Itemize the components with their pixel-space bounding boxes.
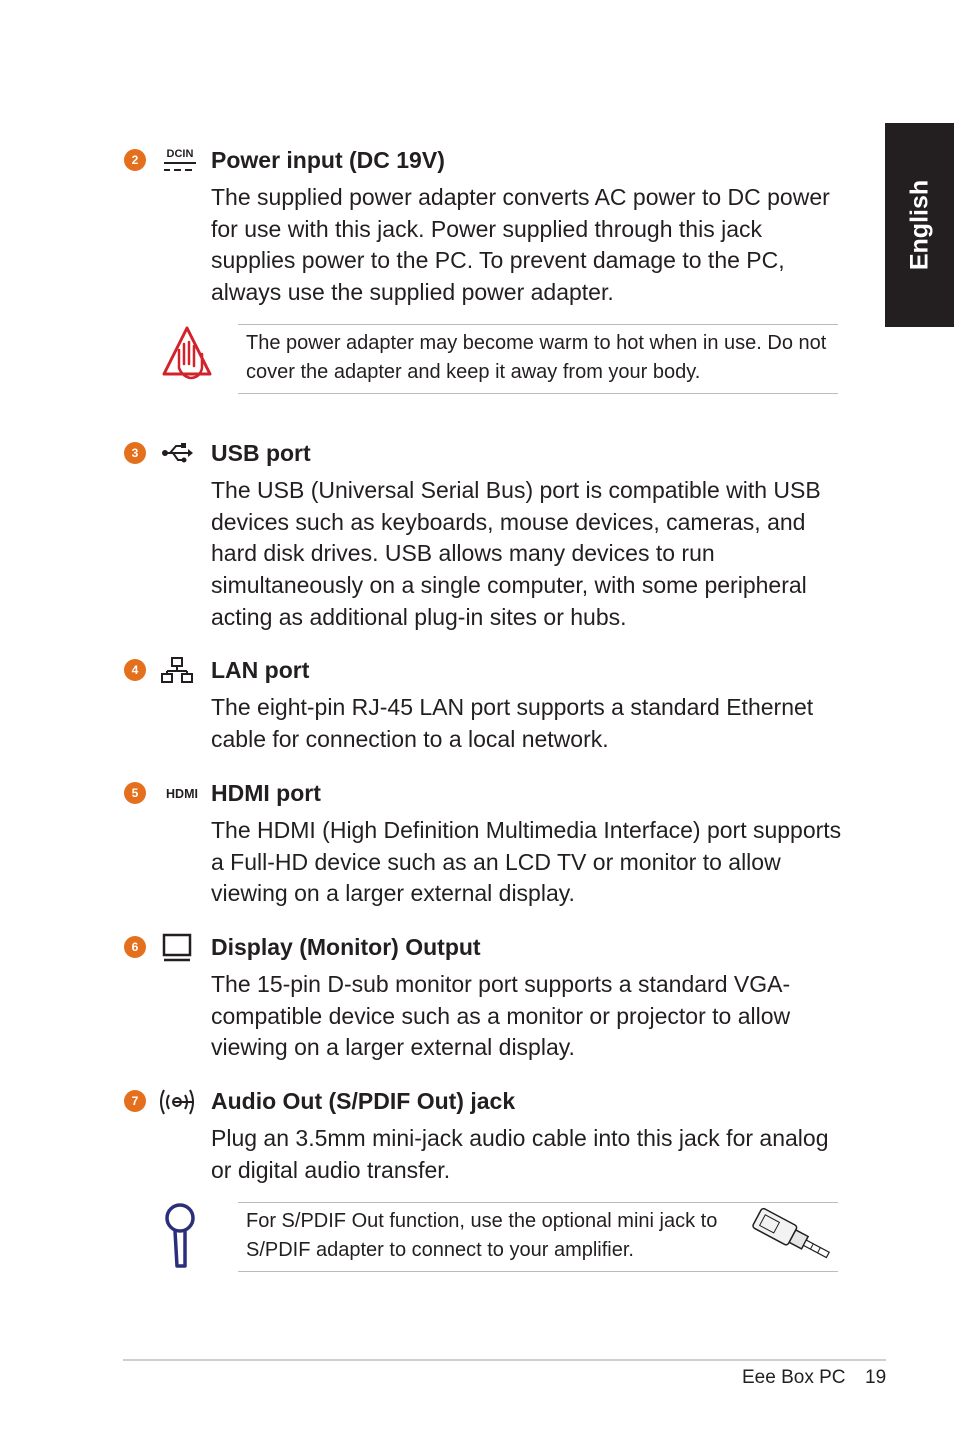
spdif-adapter-image: [744, 1205, 840, 1267]
tip-note-text: For S/PDIF Out function, use the optional mini jack to S/PDIF adapter to connect to your amplifier.: [246, 1210, 718, 1261]
section-number: 2: [124, 149, 146, 171]
page-number: 19: [865, 1367, 887, 1388]
lan-icon: [160, 656, 194, 684]
section-body: The HDMI (High Definition Multimedia Interface) port supports a Full-HD device such as an LCD TV or monitor to allow viewing on a larger external display.: [211, 817, 842, 907]
section-title: Power input (DC 19V): [211, 147, 445, 173]
magnifier-icon: [163, 1200, 199, 1270]
section-body: The supplied power adapter converts AC power to DC power for use with this jack. Power supplied through this jack supplies power to the PC. To prevent damage to the PC, always use the supplied power adapter.: [211, 184, 830, 306]
audio-out-icon: [160, 1087, 194, 1117]
section-title: LAN port: [211, 657, 310, 683]
section-number: 6: [124, 936, 146, 958]
language-tab: [885, 123, 954, 327]
section-number: 3: [124, 442, 146, 464]
footer-product-name: Eee Box PC: [742, 1367, 846, 1388]
section-title: Audio Out (S/PDIF Out) jack: [211, 1088, 516, 1114]
section-title: Display (Monitor) Output: [211, 934, 481, 960]
section-title: USB port: [211, 440, 311, 466]
section-number: 5: [124, 782, 146, 804]
usb-icon: [160, 440, 194, 466]
section-body: The USB (Universal Serial Bus) port is compatible with USB devices such as keyboards, mouse devices, cameras, and hard disk drives. USB allows many devices to run simultaneously on a single computer, with some peripheral acting as additional plug-in sites or hubs.: [211, 477, 821, 630]
section-number: 7: [124, 1090, 146, 1112]
hdmi-icon: [160, 783, 204, 805]
warning-hand-icon: [160, 324, 214, 384]
section-body: The 15-pin D-sub monitor port supports a standard VGA-compatible device such as a monitor or projector to allow viewing on a larger external display.: [211, 971, 791, 1061]
warning-note-text: The power adapter may become warm to hot when in use. Do not cover the adapter and keep it away from your body.: [246, 332, 827, 383]
section-body: Plug an 3.5mm mini-jack audio cable into this jack for analog or digital audio transfer.: [211, 1125, 829, 1183]
footer-divider: [123, 1359, 886, 1361]
svg-text:HDMI: HDMI: [166, 787, 198, 801]
section-title: HDMI port: [211, 780, 321, 806]
monitor-icon: [160, 932, 194, 964]
svg-text:DCIN: DCIN: [166, 148, 194, 160]
dc-in-icon: [160, 146, 200, 174]
section-number: 4: [124, 659, 146, 681]
section-body: The eight-pin RJ-45 LAN port supports a standard Ethernet cable for connection to a local network.: [211, 694, 814, 752]
language-tab-label: English: [905, 179, 933, 271]
